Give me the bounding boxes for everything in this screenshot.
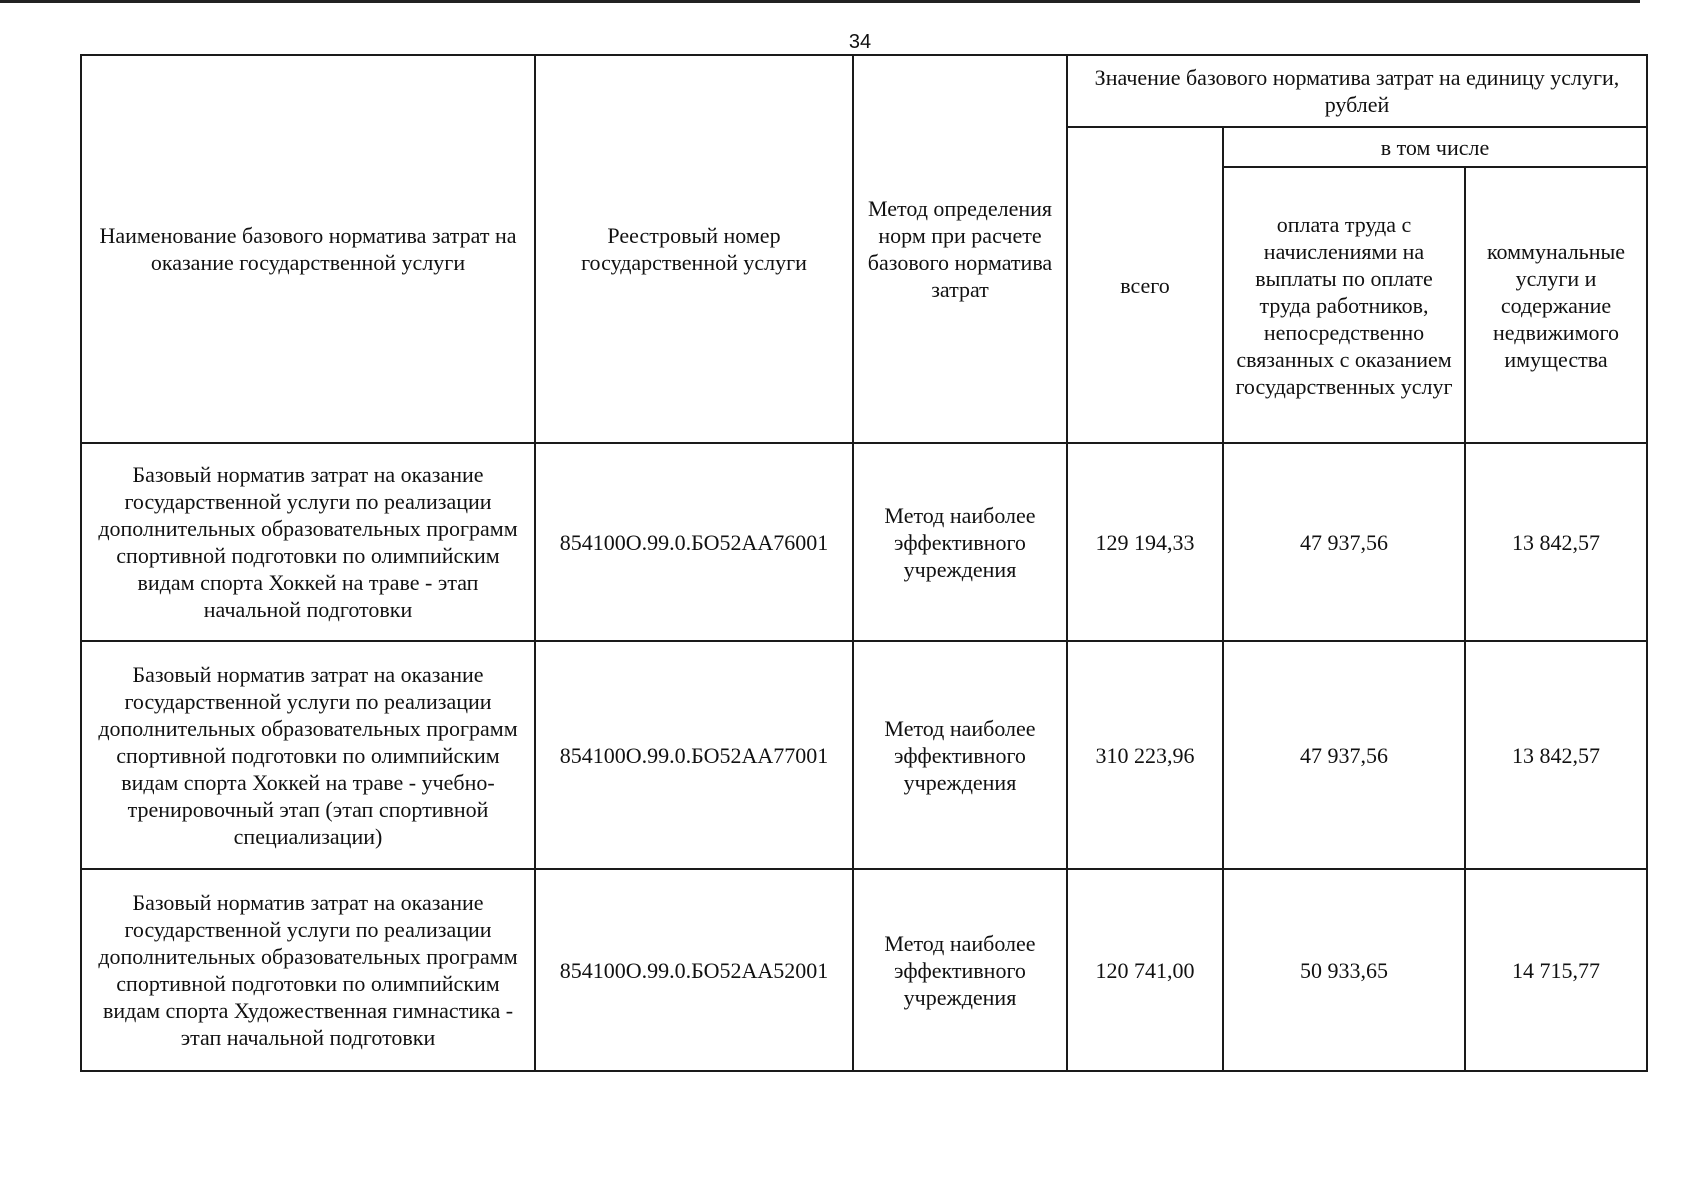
cell-utilities: 13 842,57 [1465,443,1647,641]
header-utilities: коммунальные услуги и содержание недвижимого имущества [1465,167,1647,443]
header-total: всего [1067,127,1223,443]
cell-method: Метод наиболее эффективного учреждения [853,641,1067,869]
table-row [81,443,1647,641]
header-value-group: Значение базового норматива затрат на единицу услуги, рублей [1067,55,1647,127]
cell-registry: 854100О.99.0.БО52АА76001 [535,443,853,641]
header-method: Метод определения норм при расчете базового норматива затрат [853,55,1067,443]
cell-total: 310 223,96 [1067,641,1223,869]
header-wages: оплата труда с начислениями на выплаты по оплате труда работников, непосредственно связанных с оказанием государственных услуг [1223,167,1465,443]
table-row [81,641,1647,869]
top-rule [0,0,1640,3]
header-including: в том числе [1223,127,1647,167]
header-name: Наименование базового норматива затрат на оказание государственной услуги [81,55,535,443]
cell-utilities: 13 842,57 [1465,641,1647,869]
cell-method: Метод наиболее эффективного учреждения [853,443,1067,641]
header-registry: Реестровый номер государственной услуги [535,55,853,443]
cell-registry: 854100О.99.0.БО52АА77001 [535,641,853,869]
cell-wages: 47 937,56 [1223,641,1465,869]
page-number: 34 [848,31,872,53]
cell-total: 120 741,00 [1067,869,1223,1071]
cell-name: Базовый норматив затрат на оказание государственной услуги по реализации дополнительных образовательных программ спортивной подготовки по олимпийским видам спорта Художественная гимнастика - этап начальной подготовки [81,869,535,1071]
header-row [81,55,1647,127]
norms-table [80,54,1648,1072]
table-row [81,869,1647,1071]
cell-wages: 50 933,65 [1223,869,1465,1071]
cell-wages: 47 937,56 [1223,443,1465,641]
cell-registry: 854100О.99.0.БО52АА52001 [535,869,853,1071]
cell-utilities: 14 715,77 [1465,869,1647,1071]
cell-method: Метод наиболее эффективного учреждения [853,869,1067,1071]
cell-name: Базовый норматив затрат на оказание государственной услуги по реализации дополнительных образовательных программ спортивной подготовки по олимпийским видам спорта Хоккей на траве - этап начальной подготовки [81,443,535,641]
cell-name: Базовый норматив затрат на оказание государственной услуги по реализации дополнительных образовательных программ спортивной подготовки по олимпийским видам спорта Хоккей на траве - учебно-тренировочный этап (этап спортивной специализации) [81,641,535,869]
cell-total: 129 194,33 [1067,443,1223,641]
